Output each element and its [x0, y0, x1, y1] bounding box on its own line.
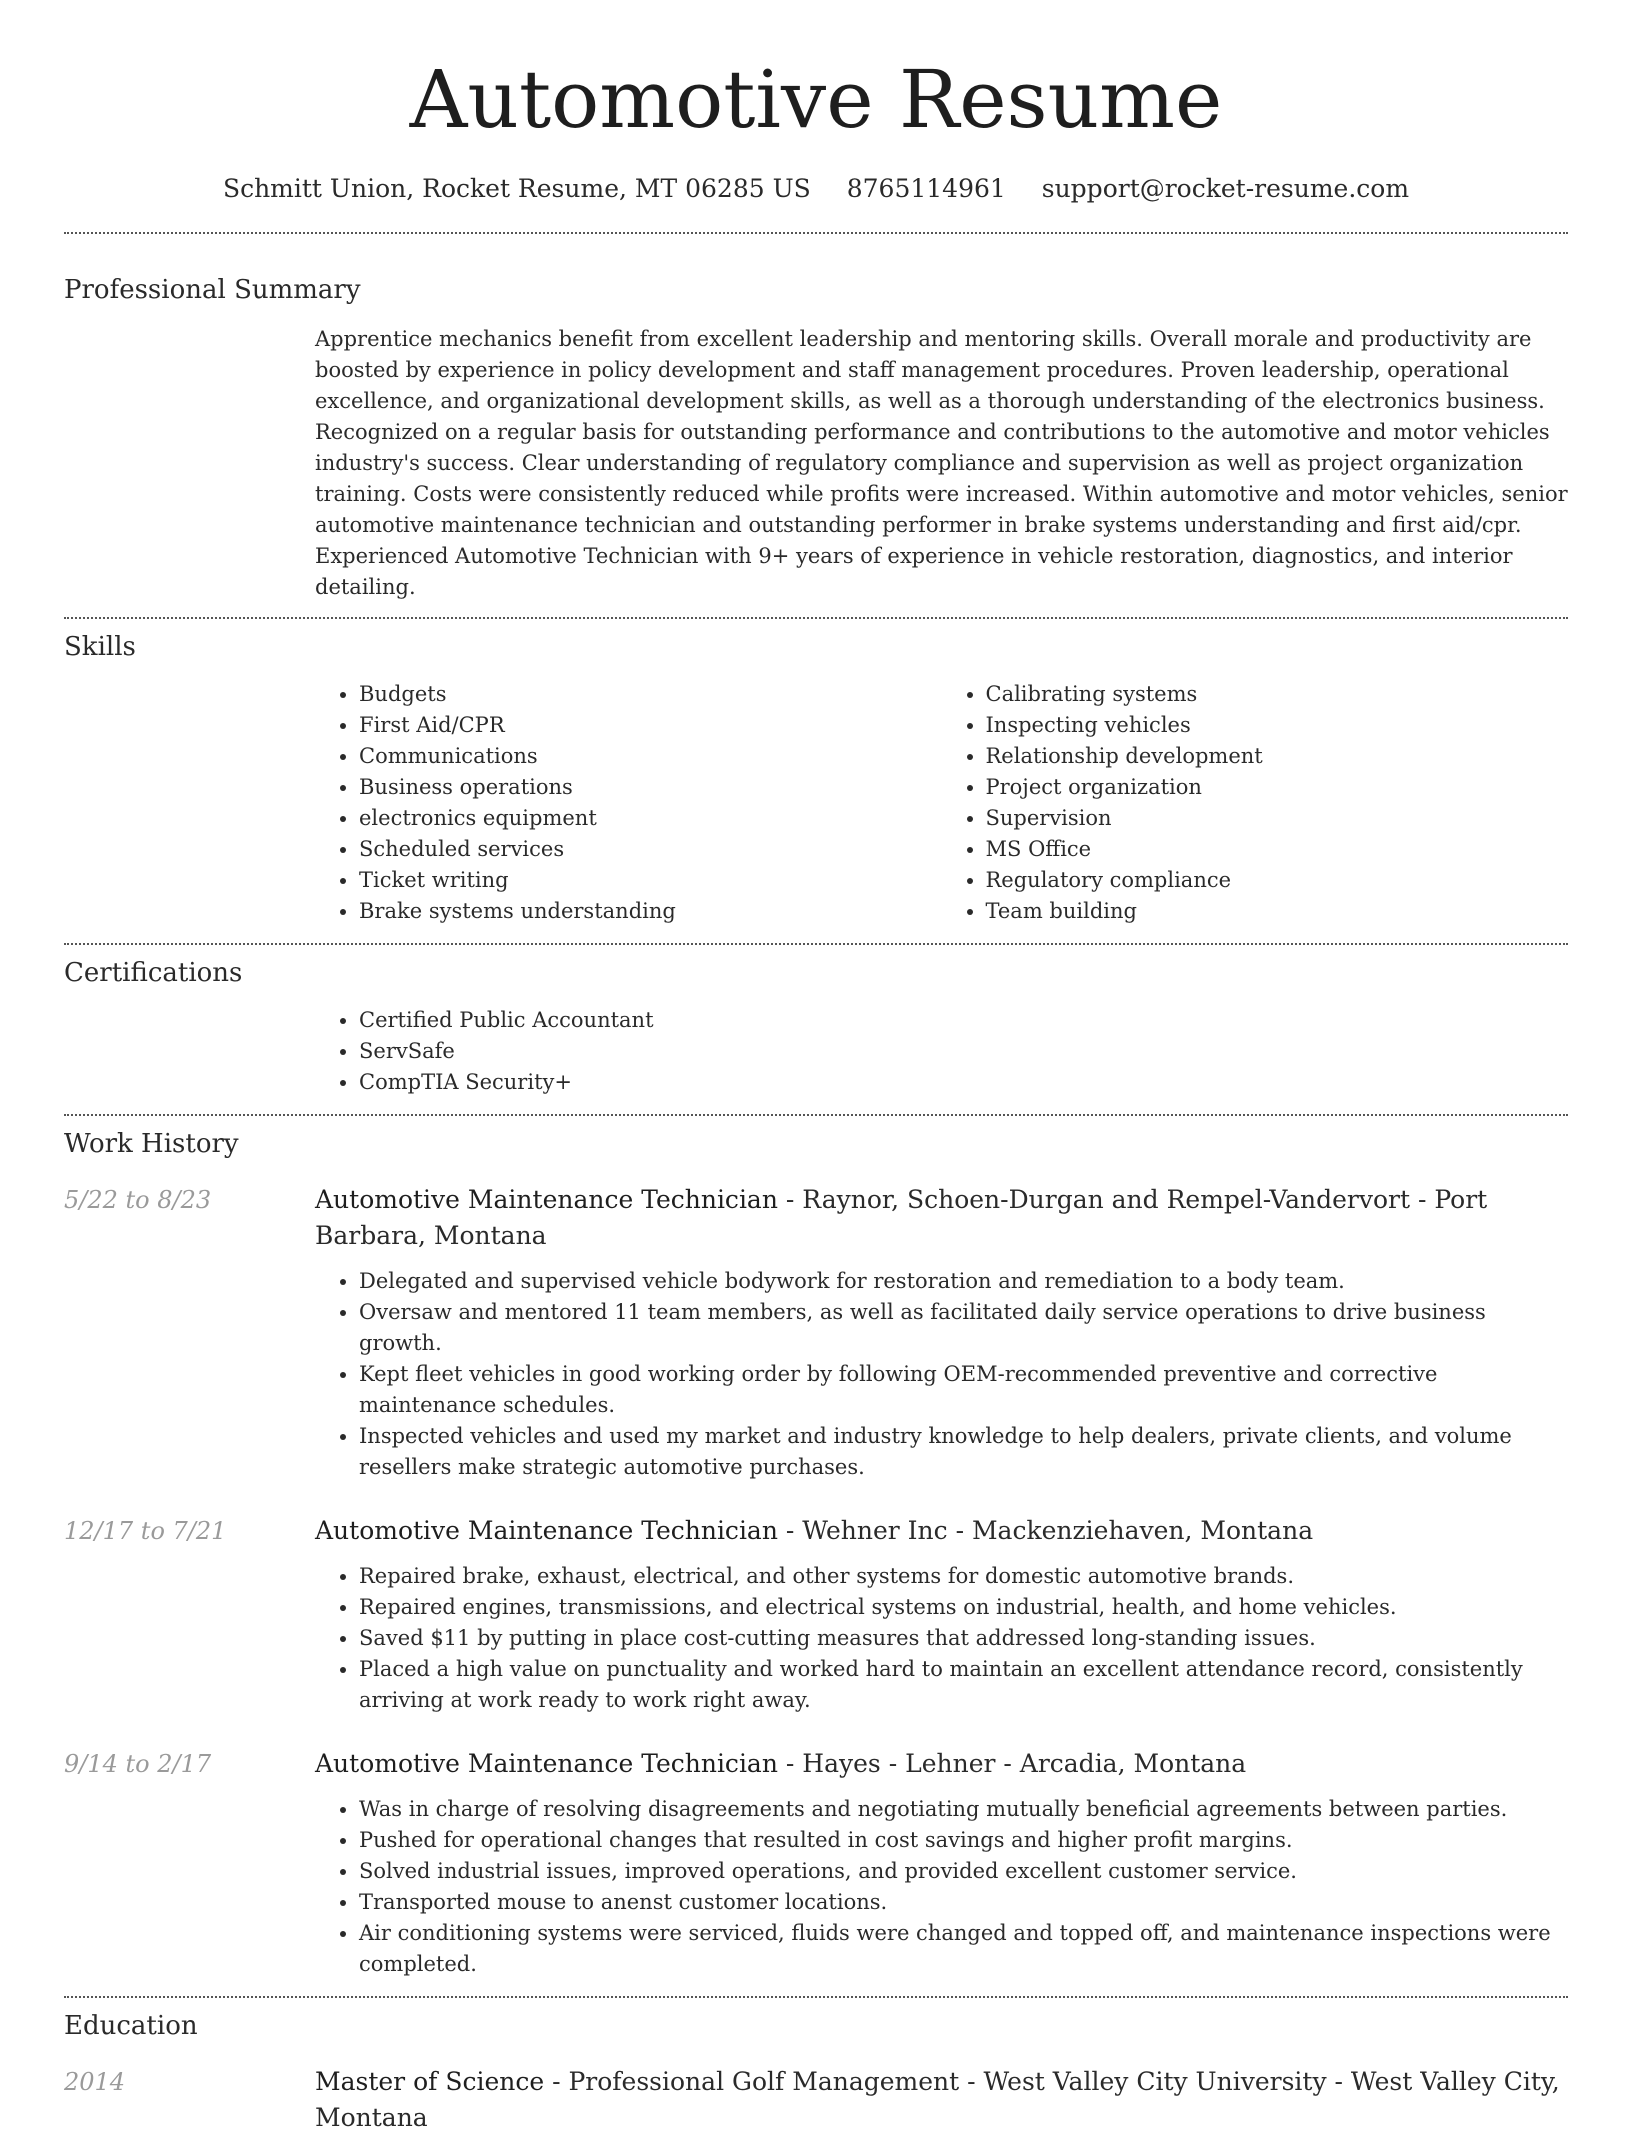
- job-bullet: • Oversaw and mentored 11 team members, as well as facilitated daily service operations to drive business growth.: [359, 1297, 1568, 1359]
- skill-item: • Supervision: [986, 803, 1569, 834]
- certifications-heading: Certifications: [64, 958, 243, 988]
- skills-column-left: [315, 679, 942, 927]
- summary-block: [315, 324, 1568, 603]
- job-title: [315, 1513, 1568, 1549]
- job-bullet: • Placed a high value on punctuality and worked hard to maintain an excellent attendance record, consistently arriving at work ready to work right away.: [359, 1654, 1568, 1716]
- job-bullet: • Inspected vehicles and used my market and industry knowledge to help dealers, private clients, and volume resellers make strategic automotive purchases.: [359, 1421, 1568, 1483]
- section-divider: [64, 1996, 1568, 1998]
- education-body: [315, 2064, 1568, 2136]
- skill-item: • Project organization: [986, 772, 1569, 803]
- job-body: [315, 1182, 1568, 1483]
- skill-item: • Regulatory compliance: [986, 865, 1569, 896]
- job-bullet: • Repaired engines, transmissions, and electrical systems on industrial, health, and home vehicles.: [359, 1592, 1568, 1623]
- job-bullets: [315, 1794, 1568, 1980]
- job-title: [315, 1182, 1568, 1254]
- job-bullet: • Solved industrial issues, improved operations, and provided excellent customer service.: [359, 1856, 1568, 1887]
- job-bullet: • Transported mouse to anenst customer locations.: [359, 1887, 1568, 1918]
- summary-text: Apprentice mechanics benefit from excellent leadership and mentoring skills. Overall morale and productivity are boosted by experience in policy development and staff management procedures. Proven leadership, operational excellence, and organizational development skills, as well as a thorough understanding of the electronics business. Recognized on a regular basis for outstanding performance and contributions to the automotive and motor vehicles industry's success. Clear understanding of regulatory compliance and supervision as well as project organization training. Costs were consistently reduced while profits were increased. Within automotive and motor vehicles, senior automotive maintenance technician and outstanding performer in brake systems understanding and first aid/cpr. Experienced Automotive Technician with 9+ years of experience in vehicle restoration, diagnostics, and interior detailing.: [315, 327, 1568, 599]
- contact-phone: 8765114961: [846, 174, 1006, 203]
- job-bullet: • Delegated and supervised vehicle bodywork for restoration and remediation to a body team.: [359, 1266, 1568, 1297]
- skills-heading: Skills: [64, 632, 136, 662]
- skill-item: • Business operations: [359, 772, 942, 803]
- job-entry: [64, 1513, 1568, 1716]
- job-details: - Hayes - Lehner - Arcadia, Montana: [777, 1749, 1247, 1778]
- job-details: - Raynor, Schoen-Durgan and Rempel-Vandervort - Port Barbara, Montana: [315, 1185, 1488, 1250]
- job-body: [315, 1513, 1568, 1716]
- job-bullet: • Repaired brake, exhaust, electrical, and other systems for domestic automotive brands.: [359, 1561, 1568, 1592]
- certification-item: • ServSafe: [359, 1036, 1568, 1067]
- education-heading: Education: [64, 2011, 198, 2041]
- contact-email: support@rocket-resume.com: [1041, 174, 1410, 203]
- job-bullet: • Was in charge of resolving disagreements and negotiating mutually beneficial agreements between parties.: [359, 1794, 1568, 1825]
- job-date: 9/14 to 2/17: [64, 1750, 212, 1778]
- section-divider: [64, 943, 1568, 945]
- education-date: 2014: [64, 2068, 126, 2096]
- skill-item: • Budgets: [359, 679, 942, 710]
- job-entry: [64, 1182, 1568, 1483]
- job-bullet: • Pushed for operational changes that resulted in cost savings and higher profit margins.: [359, 1825, 1568, 1856]
- skills-list: [315, 679, 1568, 927]
- job-role: Automotive Maintenance Technician: [315, 1749, 778, 1778]
- job-title: [315, 1746, 1568, 1782]
- section-divider: [64, 232, 1568, 234]
- summary-heading: Professional Summary: [64, 275, 361, 305]
- job-bullet: • Saved $11 by putting in place cost-cutting measures that addressed long-standing issues.: [359, 1623, 1568, 1654]
- skill-item: • electronics equipment: [359, 803, 942, 834]
- education-entry: [64, 2064, 1568, 2136]
- certifications-list: [315, 1005, 1568, 1098]
- job-entry: [64, 1746, 1568, 1980]
- education-details: - Professional Golf Management - West Valley City University - West Valley City, Montana: [315, 2067, 1560, 2132]
- skill-item: • First Aid/CPR: [359, 710, 942, 741]
- skill-item: • Relationship development: [986, 741, 1569, 772]
- education-degree: Master of Science: [315, 2067, 545, 2096]
- resume-page: [64, 0, 1568, 2136]
- job-bullet: • Air conditioning systems were serviced, fluids were changed and topped off, and maintenance inspections were completed.: [359, 1918, 1568, 1980]
- contact-line: [64, 172, 1568, 206]
- skill-item: • Calibrating systems: [986, 679, 1569, 710]
- job-details: - Wehner Inc - Mackenziehaven, Montana: [777, 1516, 1314, 1545]
- job-bullets: [315, 1266, 1568, 1483]
- job-date: 5/22 to 8/23: [64, 1186, 212, 1214]
- section-divider: [64, 1114, 1568, 1116]
- skill-item: • Communications: [359, 741, 942, 772]
- job-bullets: [315, 1561, 1568, 1716]
- skill-item: • Ticket writing: [359, 865, 942, 896]
- section-divider: [64, 617, 1568, 619]
- resume-title: Automotive Resume: [409, 53, 1223, 146]
- skill-item: • MS Office: [986, 834, 1569, 865]
- education-title: [315, 2064, 1568, 2136]
- certification-item: • Certified Public Accountant: [359, 1005, 1568, 1036]
- skills-column-right: [942, 679, 1569, 927]
- job-date: 12/17 to 7/21: [64, 1517, 227, 1545]
- contact-address: Schmitt Union, Rocket Resume, MT 06285 US: [222, 174, 811, 203]
- job-bullet: • Kept fleet vehicles in good working order by following OEM-recommended preventive and corrective maintenance schedules.: [359, 1359, 1568, 1421]
- skill-item: • Brake systems understanding: [359, 896, 942, 927]
- skill-item: • Team building: [986, 896, 1569, 927]
- certification-item: • CompTIA Security+: [359, 1067, 1568, 1098]
- skill-item: • Scheduled services: [359, 834, 942, 865]
- job-body: [315, 1746, 1568, 1980]
- job-role: Automotive Maintenance Technician: [315, 1185, 778, 1214]
- work-history-heading: Work History: [64, 1129, 239, 1159]
- job-role: Automotive Maintenance Technician: [315, 1516, 778, 1545]
- skill-item: • Inspecting vehicles: [986, 710, 1569, 741]
